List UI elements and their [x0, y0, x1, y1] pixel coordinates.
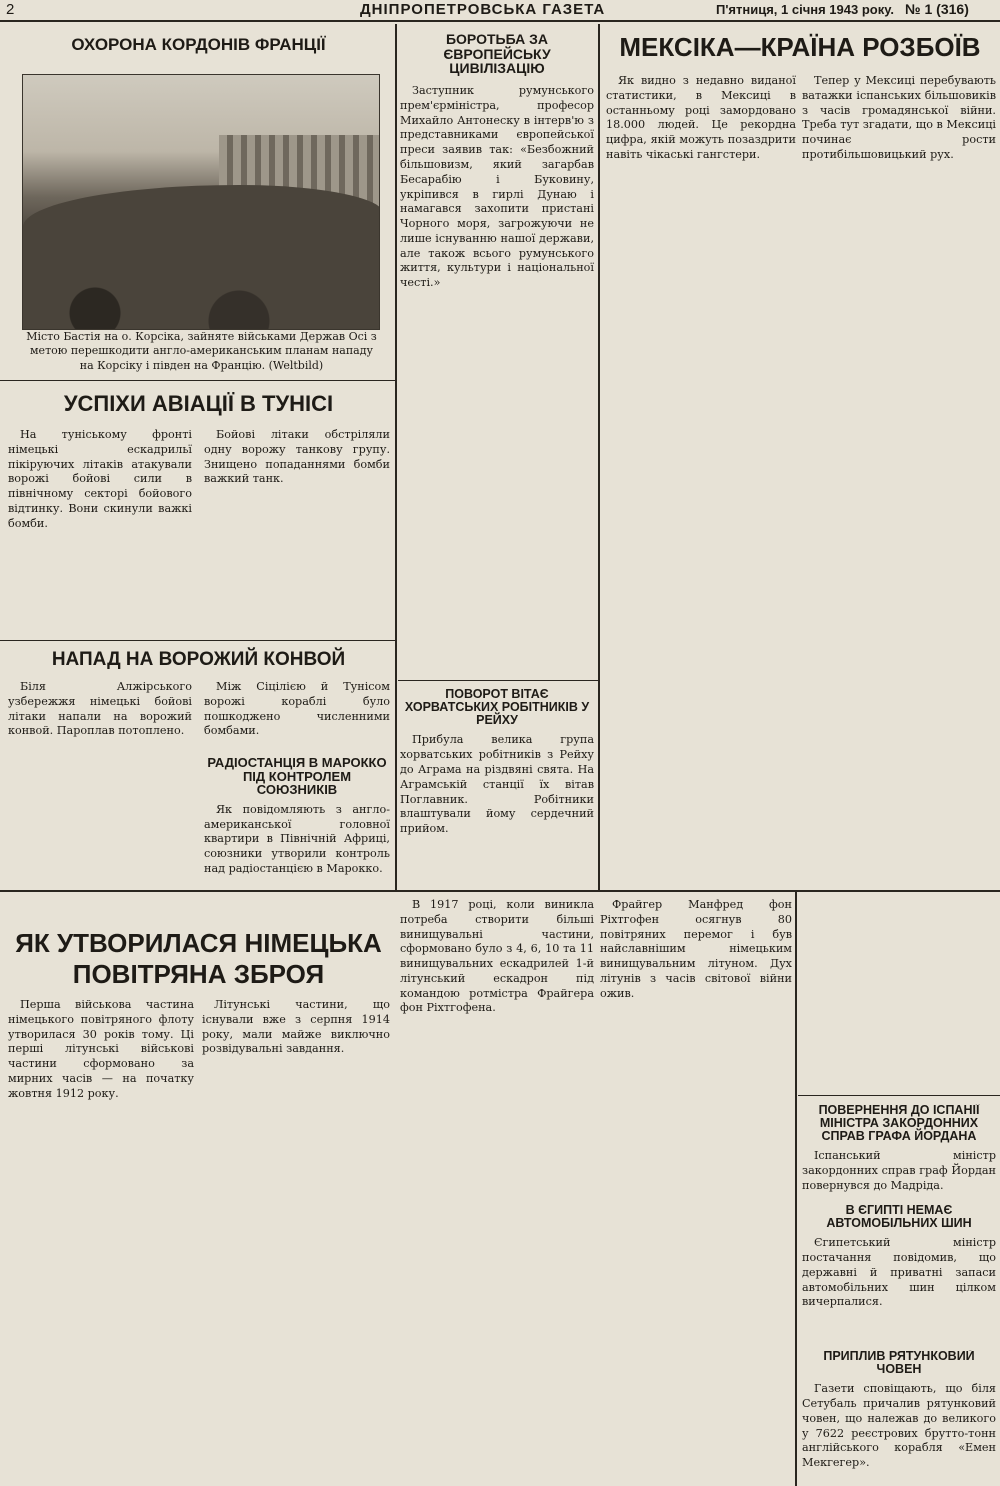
article-text: Між Сіцілією й Тунісом ворожі кораблі було пошкоджено численними бомбами.: [204, 680, 390, 738]
article-european-civilization: [400, 32, 594, 676]
article-text: Тепер у Мексиці перебувають ватажки іспанських більшовиків з часів громадянської війни. Треба тут згадати, що в Мексиці починає рости протибільшовицький рух.: [802, 74, 996, 161]
article-rule: [0, 640, 395, 641]
headline: РАДІОСТАНЦІЯ В МАРОККО ПІД КОНТРОЛЕМ СОЮЗНИКІВ: [207, 756, 387, 798]
photo-hills: [23, 185, 380, 255]
headline: ПОВЕРНЕННЯ ДО ІСПАНІЇ МІНІСТРА ЗАКОРДОННИХ СПРАВ ГРАФА ЙОРДАНА: [818, 1104, 980, 1144]
section-rule: [0, 890, 1000, 892]
headline: НАПАД НА ВОРОЖИЙ КОНВОЙ: [51, 649, 346, 670]
photo-caption-block: [24, 330, 379, 376]
issue-number: № 1 (316): [905, 1, 969, 17]
photo-caption: Місто Бастія на о. Корсіка, зайняте військами Держав Осі з метою перешкодити англо-американським планам нападу на Корсіку і півден на Францію. (Weltbild): [26, 330, 377, 372]
article-column: [8, 998, 194, 1484]
article-text: Єгипетський міністр постачання повідомив, що державні й приватні запаси автомобільних шин цілком вичерпалися.: [802, 1236, 996, 1309]
article-text: Як видно з недавно виданої статистики, в Мексиці в останньому році замордовано 18.000 людей. Це рекордна цифра, якій можуть позаздрити навіть чікаські гангстери.: [606, 74, 796, 161]
headline: МЕКСІКА—КРАЇНА РОЗБОЇВ: [619, 32, 981, 62]
article-column: [8, 680, 192, 886]
article-jordana: [802, 1104, 996, 1202]
article-column: [600, 898, 792, 1484]
article-german-airforce: [6, 898, 391, 994]
article-text: В 1917 році, коли виникла потреба створити більші винищувальні частини, сформовано було з 4, 6, 10 та 11 винищувальних ескадрилей 1-й літунський ескадрон під командою ротмістра Фрайгера фон Ріхтгофена.: [400, 898, 594, 1015]
issue-date: П'ятниця, 1 січня 1943 року.: [716, 2, 894, 17]
article-column: [802, 74, 996, 886]
photo-trees: [23, 249, 380, 329]
page-number: 2: [6, 1, 15, 18]
article-rule: [798, 1095, 1000, 1096]
article-text: Заступник румунського прем'єрміністра, професор Михайло Антонеску в інтерв'ю з представниками європейської преси заявив так: «Безбожний більшовизм, який загарбав Бесарабію і Буковину, укріпився в гирлі Дунаю і намагався захопити пристані Чорного моря, загрожуючи не лише існуванню нашої держави, але також всього румунського життя, культури і національної честі.»: [400, 84, 594, 290]
article-column: [8, 428, 192, 636]
headline: В ЄГИПТІ НЕМАЄ АВТОМОБІЛЬНИХ ШИН: [826, 1204, 972, 1231]
column-rule: [795, 892, 797, 1486]
article-text: На туніському фронті німецькі ескадрильї пікіруючих літаків атакували ворожі бойові сили в північному секторі бойового відтинку. Вони скинули важкі бомби.: [8, 428, 192, 530]
article-text: Фрайгер Манфред фон Ріхтгофен осягнув 80 повітряних перемог і був найславнішим німецьким винищувальним літуном. Дух літунів з часів світової війни ожив.: [600, 898, 792, 1000]
article-column: [606, 74, 796, 886]
article-text: Перша військова частина німецького повітряного флоту утворилася 30 років тому. Ці перші літунські військові частини сформовано за мирних часів — на початку жовтня 1912 року.: [8, 998, 194, 1100]
article-radio-morocco: [204, 756, 390, 886]
article-egypt-tires: [802, 1204, 996, 1344]
headline: БОРОТЬБА ЗА ЄВРОПЕЙСЬКУ ЦИВІЛІЗАЦІЮ: [443, 32, 551, 77]
article-text: Біля Алжірського узбережжя німецькі бойові літаки напали на ворожий конвой. Пароплав потоплено.: [8, 680, 192, 738]
photo-bastia: [22, 74, 380, 330]
article-column: [400, 898, 594, 1484]
newspaper-title: ДНІПРОПЕТРОВСЬКА ГАЗЕТА: [360, 1, 606, 18]
article-column: [204, 428, 390, 636]
article-text: Літунські частини, що існували вже з серпня 1914 року, мали майже виключно розвідувальні завдання.: [202, 998, 390, 1056]
column-rule: [395, 24, 397, 892]
headline: ПОВОРОТ ВІТАЄ ХОРВАТСЬКИХ РОБІТНИКІВ У РЕЙХУ: [404, 688, 590, 728]
article-border-protection: [6, 30, 391, 74]
article-convoy: [6, 646, 391, 676]
article-text: Газети сповіщають, що біля Сетубаль причалив рятунковий човен, що належав до великого у 7622 реєстрових брутто-тонн англійського корабля «Емен Мекгегер».: [802, 1382, 996, 1470]
masthead: [0, 0, 1000, 22]
article-text: Бойові літаки обстріляли одну ворожу танкову групу. Знищено попаданнями бомби важкий танк.: [204, 428, 390, 486]
column-rule: [598, 24, 600, 892]
article-column: [204, 680, 390, 752]
article-text: Як повідомляють з англо-американської головної квартири в Північній Африці, союзники утворили контроль над радіостанцією в Марокко.: [204, 802, 390, 876]
headline: ОХОРОНА КОРДОНІВ ФРАНЦІЇ: [71, 35, 326, 54]
article-column: [202, 998, 390, 1484]
article-lifeboat: [802, 1350, 996, 1484]
headline: ЯК УТВОРИЛАСЯ НІМЕЦЬКА ПОВІТРЯНА ЗБРОЯ: [15, 928, 382, 990]
article-croatian-workers: [400, 688, 594, 886]
article-text: Прибула велика група хорватських робітників з Рейху до Аграма на різдвяні свята. На Аграмській станції їх вітав Поглавник. Робітники влаштували йому сердечний прийом.: [400, 733, 594, 836]
headline: УСПІХИ АВІАЦІЇ В ТУНІСІ: [63, 391, 334, 416]
article-mexico: [604, 30, 996, 70]
article-rule: [0, 380, 395, 381]
article-tunisia-aviation: [6, 386, 391, 426]
article-text: Іспанський міністр закордонних справ граф Йордан повернувся до Мадріда.: [802, 1149, 996, 1192]
headline: ПРИПЛИВ РЯТУНКОВИЙ ЧОВЕН: [823, 1350, 975, 1377]
article-rule: [398, 680, 598, 681]
